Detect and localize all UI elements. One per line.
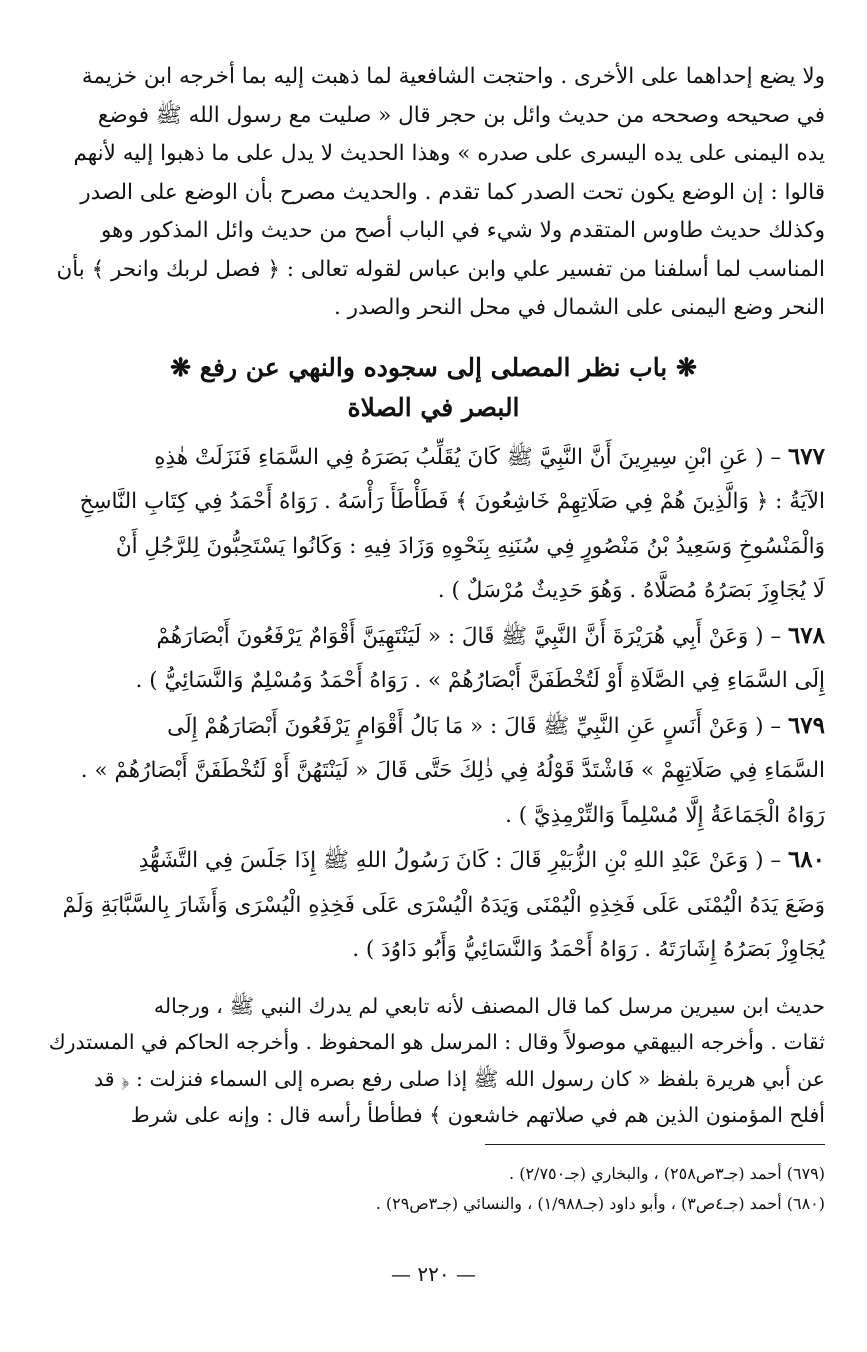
commentary — [42, 988, 825, 1134]
intro-paragraph — [42, 58, 825, 328]
hadith-line: السَّمَاءِ فِي صَلَاتِهِمْ » فَاشْتَدَّ قَوْلُهُ فِي ذٰلِكَ حَتَّى قَالَ « لَيَنْتَهُنَّ أَوْ لَتُخْطَفَنَّ أَبْصَارُهُمْ » . — [80, 758, 825, 783]
hadith-678 — [42, 617, 825, 701]
hadith-line: رَوَاهُ الْجَمَاعَةُ إِلَّا مُسْلِماً وَالتِّرْمِذِيَّ ) . — [505, 802, 825, 828]
hadith-line: يُجَاوِزْ بَصَرُهُ إِشَارَتَهُ . رَوَاهُ أَحْمَدُ وَالنَّسَائِيُّ وَأَبُو دَاوُدَ ) . — [352, 937, 825, 962]
commentary-line: حديث ابن سيرين مرسل كما قال المصنف لأنه تابعي لم يدرك النبي ﷺ ، ورجاله — [153, 993, 825, 1018]
intro-line: المناسب لما أسلفنا من تفسير علي وابن عباس لقوله تعالى : ﴿ فصل لربك وانحر ﴾ بأن — [56, 256, 825, 282]
hadith-line — [42, 707, 825, 747]
hadith-line: إِلَى السَّمَاءِ فِي الصَّلَاةِ أَوْ لَتُخْطَفَنَّ أَبْصَارُهُمْ » . رَوَاهُ أَحْمَدُ وَمُسْلِمٌ وَالنَّسَائِيُّ ) . — [135, 668, 825, 693]
hadith-679 — [42, 707, 825, 836]
commentary-line: أفلح المؤمنون الذين هم في صلاتهم خاشعون ﴾ فطأطأ رأسه قال : وإنه على شرط — [130, 1103, 825, 1127]
footnote-divider — [485, 1144, 825, 1145]
footnotes — [42, 1159, 825, 1219]
hadith-number: ٦٨٠ — [787, 846, 825, 873]
hadith-text: – ( وَعَنْ أَنَسٍ عَنِ النَّبِيِّ ﷺ قَالَ : « مَا بَالُ أَقْوَامٍ يَرْفَعُونَ أَبْصَارَهُمْ إِلَى — [167, 713, 782, 739]
intro-line: ولا يضع إحداهما على الأخرى . واحتجت الشافعية لما ذهبت إليه بما أخرجه ابن خزيمة — [81, 64, 825, 89]
hadith-line: وَالْمَنْسُوخِ وَسَعِيدُ بْنُ مَنْصُورٍ فِي سُنَنِهِ بِنَحْوِهِ وَزَادَ فِيهِ : وَكَانُوا يَسْتَحِبُّونَ لِلرَّجُلِ أَنْ — [115, 533, 825, 559]
hadith-line — [42, 617, 825, 657]
chapter-title-line: ❋ باب نظر المصلى إلى سجوده والنهي عن رفع ❋ — [170, 352, 697, 382]
chapter-title — [42, 348, 825, 428]
hadith-680 — [42, 841, 825, 970]
hadith-line: الآيَةُ : ﴿ وَالَّذِينَ هُمْ فِي صَلَاتِهِمْ خَاشِعُونَ ﴾ فَطَأْطَأَ رَأْسَهُ . رَوَاهُ أَحْمَدُ فِي كِتَابِ النَّاسِخِ — [79, 489, 825, 514]
hadith-text: – ( وَعَنْ أَبِي هُرَيْرَةَ أَنَّ النَّبِيَّ ﷺ قَالَ : « لَيَنْتَهِيَنَّ أَقْوَامٌ يَرْفَعُونَ أَبْصَارَهُمْ — [156, 623, 782, 649]
hadith-line: وَضَعَ يَدَهُ الْيُمْنَى عَلَى فَخِذِهِ الْيُمْنَى وَيَدَهُ الْيُسْرَى عَلَى فَخِذِهِ الْيُسْرَى وَأَشَارَ بِالسَّبَّابَةِ وَلَمْ — [62, 892, 825, 918]
footnote: (٦٧٩) أحمد (جـ٣ص٢٥٨) ، والبخاري (جـ٢/٧٥٠) . — [509, 1163, 825, 1183]
commentary-line: ثقات . وأخرجه البيهقي موصولاً وقال : المرسل هو المحفوظ . وأخرجه الحاكم في المستدرك — [48, 1030, 825, 1054]
hadith-line: لَا يُجَاوِزَ بَصَرُهُ مُصَلَّاهُ . وَهُوَ حَدِيثٌ مُرْسَلٌ ) . — [437, 578, 825, 603]
page-number: — ٢٢٠ — — [391, 1262, 476, 1286]
hadith-line — [42, 438, 825, 478]
hadith-number: ٦٧٨ — [787, 621, 825, 649]
hadith-text: – ( عَنِ ابْنِ سِيرِينَ أَنَّ النَّبِيَّ ﷺ كَانَ يُقَلِّبُ بَصَرَهُ فِي السَّمَاءِ فَنَزَلَتْ هٰذِهِ — [154, 444, 782, 470]
intro-line: النحر وضع اليمنى على الشمال في محل النحر والصدر . — [333, 295, 825, 320]
chapter-title-line: البصر في الصلاة — [347, 392, 520, 422]
hadith-text: – ( وَعَنْ عَبْدِ اللهِ بْنِ الزُّبَيْرِ قَالَ : كَانَ رَسُولُ اللهِ ﷺ إِذَا جَلَسَ فِي التَّشَهُّدِ — [138, 848, 782, 873]
intro-line: يده اليمنى على يده اليسرى على صدره » وهذا الحديث لا يدل على ما ذهبوا إليه لأنهم — [73, 141, 825, 166]
hadith-number: ٦٧٩ — [787, 711, 825, 739]
intro-line: قالوا : إن الوضع يكون تحت الصدر كما تقدم . والحديث مصرح بأن الوضع على الصدر — [80, 179, 825, 205]
hadith-677 — [42, 438, 825, 611]
intro-line: في صحيحه وصححه من حديث وائل بن حجر قال « صليت مع رسول الله ﷺ فوضع — [97, 102, 825, 128]
footnote: (٦٨٠) أحمد (جـ٤ص٣) ، وأبو داود (جـ١/٩٨٨) ، والنسائي (جـ٣ص٢٩) . — [375, 1193, 825, 1213]
hadith-line — [42, 841, 825, 881]
hadith-number: ٦٧٧ — [787, 442, 825, 470]
intro-line: وكذلك حديث طاوس المتقدم ولا شيء في الباب أصح من حديث وائل المذكور وهو — [100, 218, 825, 243]
commentary-line: عن أبي هريرة بلفظ « كان رسول الله ﷺ إذا صلى رفع بصره إلى السماء فنزلت : ﴿ قد — [94, 1066, 825, 1091]
